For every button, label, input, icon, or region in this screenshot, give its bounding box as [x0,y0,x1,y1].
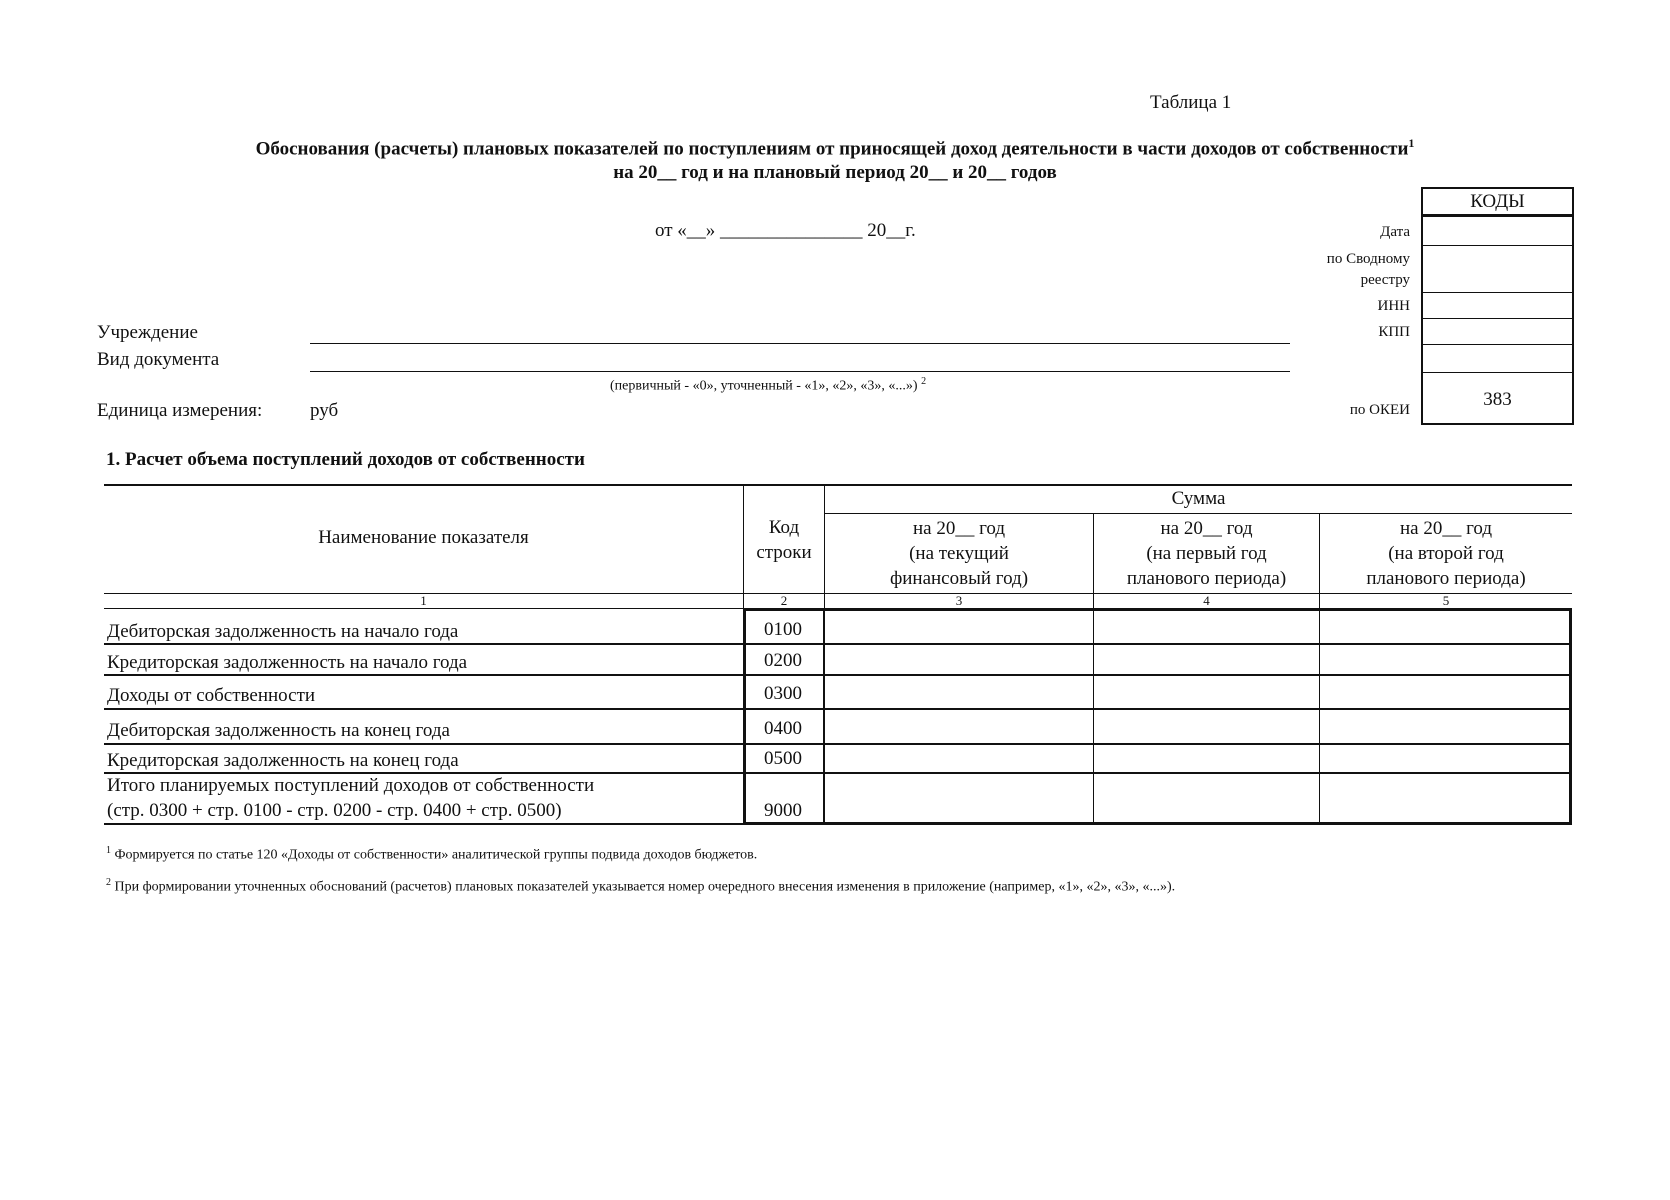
row-code-0200: 0200 [764,650,802,671]
row-line-5 [104,772,1572,774]
codes-box [1421,187,1574,425]
cell-0500-col5[interactable] [1321,746,1569,771]
row-name-0500: Кредиторская задолженность на конец года [107,750,459,771]
cell-9000-col5[interactable] [1321,775,1569,822]
col-number-4: 4 [1203,593,1210,608]
row-name-0100: Дебиторская задолженность на начало года [107,621,459,642]
doc-type-footnote-mark: 2 [921,376,927,387]
row-code-0300: 0300 [764,683,802,704]
col3-header-1: на 20__ год [912,518,1006,539]
row-code-0500: 0500 [764,748,802,769]
code-label-kpp: КПП [1378,324,1410,340]
code-cell-registry[interactable] [1423,246,1572,293]
code-label-inn: ИНН [1377,298,1410,314]
code-cell-date[interactable] [1423,217,1572,246]
row-line-3 [104,708,1572,710]
cell-0200-col4[interactable] [1095,646,1318,673]
date-line[interactable]: от «__» _______________ 20__г. [655,220,916,241]
row-name-total-1: Итого планируемых поступлений доходов от собственности [107,775,595,796]
row-name-0200: Кредиторская задолженность на начало года [107,652,468,673]
footnote-2 [106,877,1175,896]
cell-0400-col4[interactable] [1095,711,1318,742]
cell-0100-col3[interactable] [826,611,1092,642]
section-title: 1. Расчет объема поступлений доходов от собственности [106,449,585,470]
form-subtitle: на 20__ год и на плановый период 20__ и 20__ годов [613,162,1057,183]
col4-header-1: на 20__ год [1160,518,1253,539]
cell-0500-col3[interactable] [826,746,1092,771]
col-name-header: Наименование показателя [318,527,529,548]
row-line-1 [104,643,1572,645]
col3-header-3: финансовый год) [889,568,1029,589]
col4-header-2: (на первый год [1146,543,1267,564]
row-code-0400: 0400 [764,718,802,739]
row-line-2 [104,674,1572,676]
cell-9000-col4[interactable] [1095,775,1318,822]
cell-9000-col3[interactable] [826,775,1092,822]
cell-0200-col3[interactable] [826,646,1092,673]
col-number-3: 3 [955,593,963,608]
row-code-0100: 0100 [764,619,802,640]
table-number: Таблица 1 [1150,92,1232,113]
doc-type-input-line[interactable] [310,371,1290,372]
row-line-4 [104,743,1572,745]
cell-0300-col3[interactable] [826,677,1092,707]
sum-header-line [825,513,1572,514]
codes-header: КОДЫ [1423,189,1572,217]
row-name-0400: Дебиторская задолженность на конец года [107,720,450,741]
code-cell-okei: 383 [1483,389,1512,410]
col-code-header-2: строки [756,542,812,563]
col4-header-3: планового периода) [1126,568,1287,589]
col-number-5: 5 [1442,593,1450,608]
footnote-1-mark: 1 [106,845,111,856]
cell-0300-col5[interactable] [1321,677,1569,707]
row-code-9000: 9000 [764,800,802,821]
cell-0300-col4[interactable] [1095,677,1318,707]
code-cell-kpp[interactable] [1423,319,1572,345]
col3-header-2: (на текущий [909,543,1009,564]
col5-header-1: на 20__ год [1399,518,1493,539]
data-code-divider [823,608,825,825]
row-line-bottom [104,823,744,825]
footnote-1 [106,845,757,864]
doc-type-note [610,376,926,395]
cell-0400-col3[interactable] [826,711,1092,742]
footnote-1-text: Формируется по статье 120 «Доходы от собственности» аналитической группы подвида доходов бюджетов. [111,847,758,863]
unit-label: Единица измерения: [97,400,263,421]
title-footnote-mark: 1 [1408,136,1415,150]
cell-0100-col5[interactable] [1321,611,1569,642]
cell-0100-col4[interactable] [1095,611,1318,642]
doc-type-label: Вид документа [97,349,220,370]
institution-label: Учреждение [97,322,198,343]
col-code-header-1: Код [768,517,800,538]
footnote-2-mark: 2 [106,877,111,888]
col-number-1: 1 [420,593,427,608]
code-label-okei: по ОКЕИ [1349,402,1410,418]
row-name-0300: Доходы от собственности [107,685,316,706]
unit-value: руб [310,400,339,421]
cell-0500-col4[interactable] [1095,746,1318,771]
footnote-2-text: При формировании уточненных обоснований (расчетов) плановых показателей указывается номер очередного внесения изменения в приложение (например, «1», «2», «3», «...»). [111,879,1176,895]
code-label-date: Дата [1380,224,1410,240]
data-divider-4 [1319,608,1320,825]
code-label-registry-1: по Сводному [1326,251,1410,267]
row-name-total-2: (стр. 0300 + стр. 0100 - стр. 0200 - стр. 0400 + стр. 0500) [107,800,562,821]
col-number-2: 2 [780,593,788,608]
cell-0200-col5[interactable] [1321,646,1569,673]
cell-0400-col5[interactable] [1321,711,1569,742]
col5-header-3: планового периода) [1366,568,1526,589]
data-divider-3 [1093,608,1094,825]
code-label-registry-2: реестру [1360,272,1410,288]
form-title-text: Обоснования (расчеты) плановых показателей по поступлениям от приносящей доход деятельности в части доходов от собственности [255,138,1409,160]
col5-header-2: (на второй год [1388,543,1504,564]
doc-type-note-text: (первичный - «0», уточненный - «1», «2», «3», «...») [610,378,918,394]
code-cell-empty[interactable] [1423,345,1572,373]
col-sum-header: Сумма [1171,488,1226,509]
form-title [0,136,1670,160]
code-cell-inn[interactable] [1423,293,1572,319]
institution-input-line[interactable] [310,343,1290,344]
